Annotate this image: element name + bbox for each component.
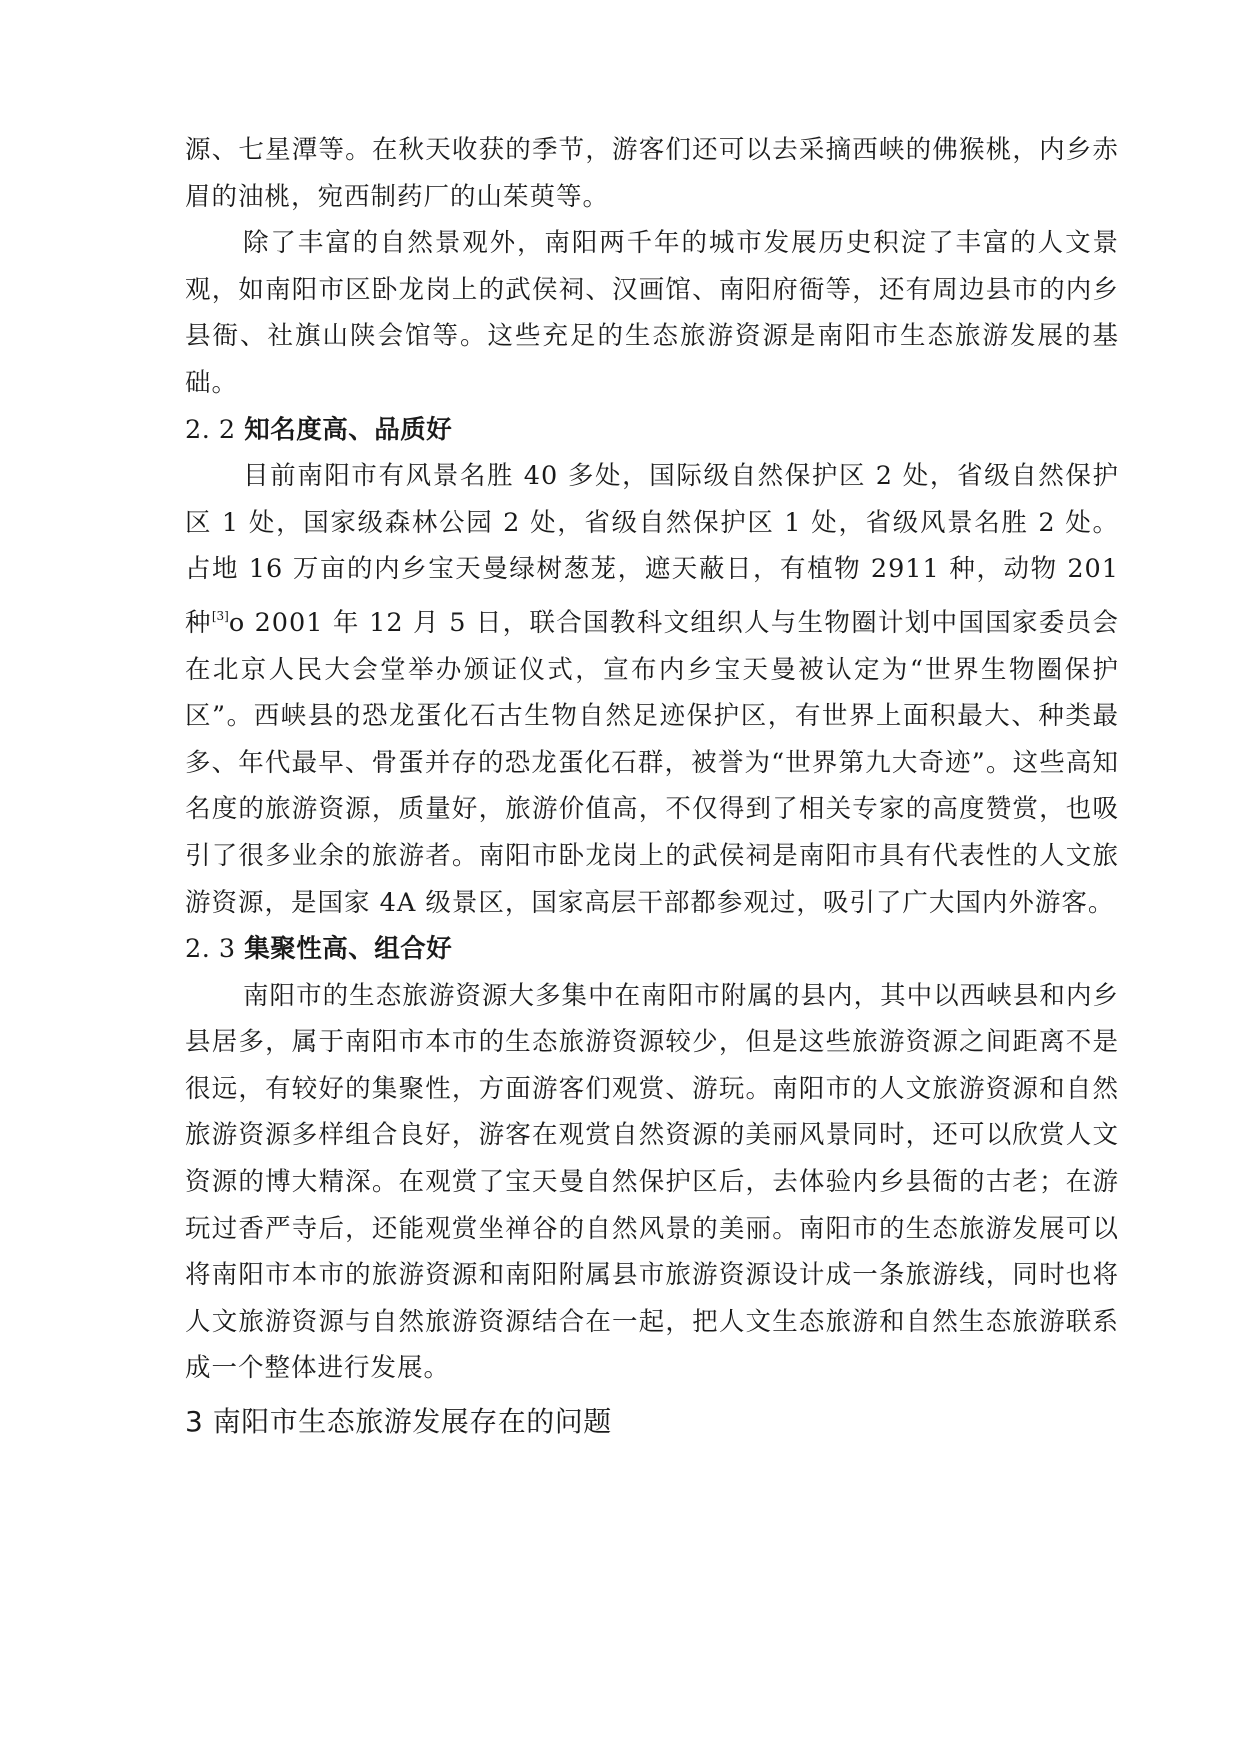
citation-reference: [3] [211, 608, 229, 623]
paragraph-text: 目前南阳市有风景名胜 40 多处，国际级自然保护区 2 处，省级自然保护区 1 处，国家级森林公园 2 处，省级自然保护区 1 处，省级风景名胜 2 处。占地 16 万亩的内乡宝天曼绿树葱茏，遮天蔽日，有植物 2911 种，动物 201 种 [185, 461, 1119, 638]
subsection-number: 2. 2 [185, 414, 236, 445]
paragraph-reputation [185, 453, 1119, 926]
subsection-title: 知名度高、品质好 [244, 414, 453, 445]
paragraph-cultural-landscape: 除了丰富的自然景观外，南阳两千年的城市发展历史积淀了丰富的人文景观，如南阳市区卧龙岗上的武侯祠、汉画馆、南阳府衙等，还有周边县市的内乡县衙、社旗山陕会馆等。这些充足的生态旅游资源是南阳市生态旅游发展的基础。 [185, 228, 1119, 398]
paragraph-agglomeration: 南阳市的生态旅游资源大多集中在南阳市附属的县内，其中以西峡县和内乡县居多，属于南阳市本市的生态旅游资源较少，但是这些旅游资源之间距离不是很远，有较好的集聚性，方面游客们观赏、游玩。南阳市的人文旅游资源和自然旅游资源多样组合良好，游客在观赏自然资源的美丽风景同时，还可以欣赏人文资源的博大精深。在观赏了宝天曼自然保护区后，去体验内乡县衙的古老；在游玩过香严寺后，还能观赏坐禅谷的自然风景的美丽。南阳市的生态旅游发展可以将南阳市本市的旅游资源和南阳附属县市旅游资源设计成一条旅游线，同时也将人文旅游资源与自然旅游资源结合在一起，把人文生态旅游和自然生态旅游联系成一个整体进行发展。 [185, 980, 1119, 1384]
paragraph-continuation: 源、七星潭等。在秋天收获的季节，游客们还可以去采摘西峡的佛猴桃，内乡赤眉的油桃，宛西制药厂的山茱萸等。 [185, 135, 1119, 212]
subsection-title: 集聚性高、组合好 [244, 934, 453, 965]
subsection-number: 2. 3 [185, 934, 236, 965]
document-page [185, 127, 1119, 1446]
paragraph-text: o 2001 年 12 月 5 日，联合国教科文组织人与生物圈计划中国国家委员会在北京人民大会堂举办颁证仪式，宣布内乡宝天曼被认定为“世界生物圈保护区”。西峡县的恐龙蛋化石古生物自然足迹保护区，有世界上面积最大、种类最多、年代最早、骨蛋并存的恐龙蛋化石群，被誉为“世界第九大奇迹”。这些高知名度的旅游资源，质量好，旅游价值高，不仅得到了相关专家的高度赞赏，也吸引了很多业余的旅游者。南阳市卧龙岗上的武侯祠是南阳市具有代表性的人文旅游资源，是国家 4A 级景区，国家高层干部都参观过，吸引了广大国内外游客。 [185, 607, 1119, 918]
subsection-heading-2-2 [185, 407, 1119, 454]
section-heading-3: 3 南阳市生态旅游发展存在的问题 [185, 1405, 612, 1439]
subsection-heading-2-3 [185, 926, 1119, 973]
